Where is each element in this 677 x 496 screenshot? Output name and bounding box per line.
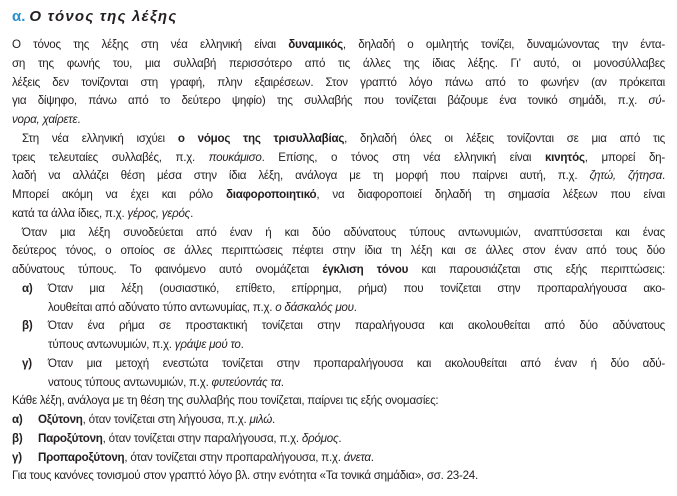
list-label: α)	[12, 413, 23, 426]
text-run: λαδή να αλλάζει θέση μέσα στην ίδια λέξη, ανάλογα με τη μορφή που παίρνει αυτή, π.χ.	[12, 169, 590, 183]
text-line	[12, 449, 665, 468]
italic-example: ζητώ, ζήτησα	[589, 169, 663, 183]
text-run: τύπους αντωνυμιών, π.χ.	[48, 338, 175, 351]
text-run: Όταν μια λέξη συνοδεύεται από έναν ή και δύο αδύνατους τύπους αντωνυμιών, αναπτύσσεται και ένας	[22, 225, 665, 239]
bold-term: δυναμικός	[288, 38, 343, 51]
text-line	[12, 111, 665, 130]
bold-term: ο νόμος της τρισυλλαβίας	[177, 131, 345, 145]
text-line	[12, 299, 665, 318]
bold-term: διαφοροποιητικό	[225, 188, 317, 201]
list-label: γ)	[12, 450, 22, 464]
text-run: τρεις τελευταίες συλλαβές, π.χ.	[12, 150, 209, 164]
text-run: .	[280, 375, 284, 389]
italic-example: σύ-	[648, 94, 665, 108]
text-line	[12, 130, 665, 149]
text-line	[12, 374, 665, 393]
text-run: Στη νέα ελληνική ισχύει	[22, 131, 178, 145]
section-body-text	[12, 36, 665, 486]
text-run: Όταν μια μετοχή ενεστώτα τονίζεται στην προπαραλήγουσα και ακολουθείται από έναν ή δύο αδύ-	[48, 356, 665, 370]
text-run: , να διαφοροποιεί δηλαδή τη σημασία λέξεων που είναι	[316, 188, 665, 201]
text-run: Όταν ένα ρήμα σε προστακτική τονίζεται στην παραλήγουσα και ακολουθείται από δύο αδύνατους	[48, 319, 665, 333]
text-line	[12, 336, 665, 355]
list-label: γ)	[22, 356, 32, 370]
text-run: κατά τα άλλα ίδιες, π.χ.	[12, 206, 128, 220]
text-line	[12, 411, 665, 430]
text-run: , όταν τονίζεται στην παραλήγουσα, π.χ.	[102, 431, 302, 445]
text-run: , όταν τονίζεται στη λήγουσα, π.χ.	[82, 413, 250, 426]
bold-term: έγκλιση τόνου	[322, 263, 409, 276]
text-run: .	[190, 206, 194, 220]
text-run: , δηλαδή ο ομιλητής τονίζει, δυναμώνοντας την έντα-	[342, 38, 666, 51]
text-line	[12, 242, 665, 261]
text-run: για δίψηφο, πάνω από το δεύτερο ψηφίο) της συλλαβής που τονίζεται βάζουμε ένα τονικό σημάδι, π.χ.	[12, 94, 649, 108]
italic-example: μιλώ	[249, 413, 272, 426]
text-run: .	[77, 113, 81, 126]
text-line	[12, 92, 665, 111]
text-run: , δηλαδή όλες οι λέξεις τονίζονται σε μια από τις	[344, 131, 665, 145]
text-run: ση της φωνής του, μια συλλαβή περισσότερο από τις άλλες της ίδιας λέξης. Γι’ αυτό, οι μονοσύλλαβες	[12, 56, 665, 70]
text-run: και παρουσιάζεται στις εξής περιπτώσεις:	[408, 263, 665, 276]
italic-example: ο δάσκαλός μου	[275, 300, 354, 314]
italic-example: γέρος, γερός	[127, 206, 191, 220]
section-number: α.	[12, 8, 26, 25]
text-line	[12, 55, 665, 74]
text-run: .	[662, 169, 665, 183]
list-label: β)	[12, 431, 23, 445]
text-line	[12, 261, 665, 280]
list-label: β)	[22, 319, 33, 333]
text-run: .	[353, 300, 357, 314]
section-title	[12, 8, 177, 25]
text-line	[12, 430, 665, 449]
text-line	[12, 205, 665, 224]
text-run: νατους τύπους αντωνυμιών, π.χ.	[48, 375, 212, 389]
text-run: .	[370, 450, 374, 464]
text-run: . Επίσης, ο τόνος στη νέα ελληνική είναι	[261, 150, 545, 164]
text-run: λουθείται από αδύνατο τύπο αντωνυμίας, π.χ.	[48, 300, 276, 314]
text-run: Κάθε λέξη, ανάλογα με τη θέση της συλλαβής που τονίζεται, παίρνει τις εξής ονομασίες:	[12, 394, 439, 408]
bold-term: Οξύτονη	[38, 413, 83, 426]
text-run: αδύνατους τύπους. Το φαινόμενο αυτό ονομάζεται	[12, 263, 323, 276]
list-label: α)	[22, 281, 33, 295]
text-run: δεύτερος τόνος, ο οποίος σε άλλες περιπτώσεις πέφτει στην ίδια τη λέξη και σε άλλες στον έναν από τους δύο	[12, 244, 665, 258]
bold-term: κινητός	[544, 150, 585, 164]
italic-example: φυτεύοντάς τα	[211, 375, 281, 389]
text-line	[12, 392, 665, 411]
bold-term: Παροξύτονη	[38, 431, 103, 445]
text-line	[12, 167, 665, 186]
text-run: Για τους κανόνες τονισμού στον γραπτό λόγο βλ. στην ενότητα «Τα τονικά σημάδια», σσ. 23-24.	[12, 469, 478, 483]
bold-term: Προπαροξύτονη	[38, 450, 125, 464]
text-run: , μπορεί δη-	[584, 150, 665, 164]
text-run: .	[338, 431, 342, 445]
italic-example: πουκάμισο	[208, 150, 262, 164]
text-run: .	[240, 338, 244, 351]
italic-example: γράψε μού το	[174, 338, 241, 351]
text-run: λέξεις δεν τονίζονται στη γραφή, πλην εξαιρέσεων. Στον γραπτό λόγο πάνω από το φωνήεν (αν πρόκειται	[12, 75, 665, 89]
text-line	[12, 355, 665, 374]
text-line	[12, 74, 665, 93]
italic-example: δρόμος	[301, 431, 339, 445]
text-run: , όταν τονίζεται στην προπαραλήγουσα, π.χ.	[124, 450, 344, 464]
text-run: Μπορεί ακόμη να έχει και ρόλο	[12, 188, 226, 201]
italic-example: άνετα	[343, 450, 371, 464]
text-line	[12, 317, 665, 336]
text-line	[12, 149, 665, 168]
text-run: Ο τόνος της λέξης στη νέα ελληνική είναι	[12, 38, 289, 51]
text-line	[12, 36, 665, 55]
italic-example: νορα, χαίρετε	[12, 113, 78, 126]
text-line	[12, 467, 665, 486]
section-title-text: Ο τόνος της λέξης	[29, 8, 178, 25]
text-line	[12, 280, 665, 299]
text-run: Όταν μια λέξη (ουσιαστικό, επίθετο, επίρρημα, ρήμα) που τονίζεται στην προπαραλήγουσα ακο-	[48, 281, 665, 295]
text-run: .	[271, 413, 275, 426]
text-line	[12, 186, 665, 205]
text-line	[12, 224, 665, 243]
